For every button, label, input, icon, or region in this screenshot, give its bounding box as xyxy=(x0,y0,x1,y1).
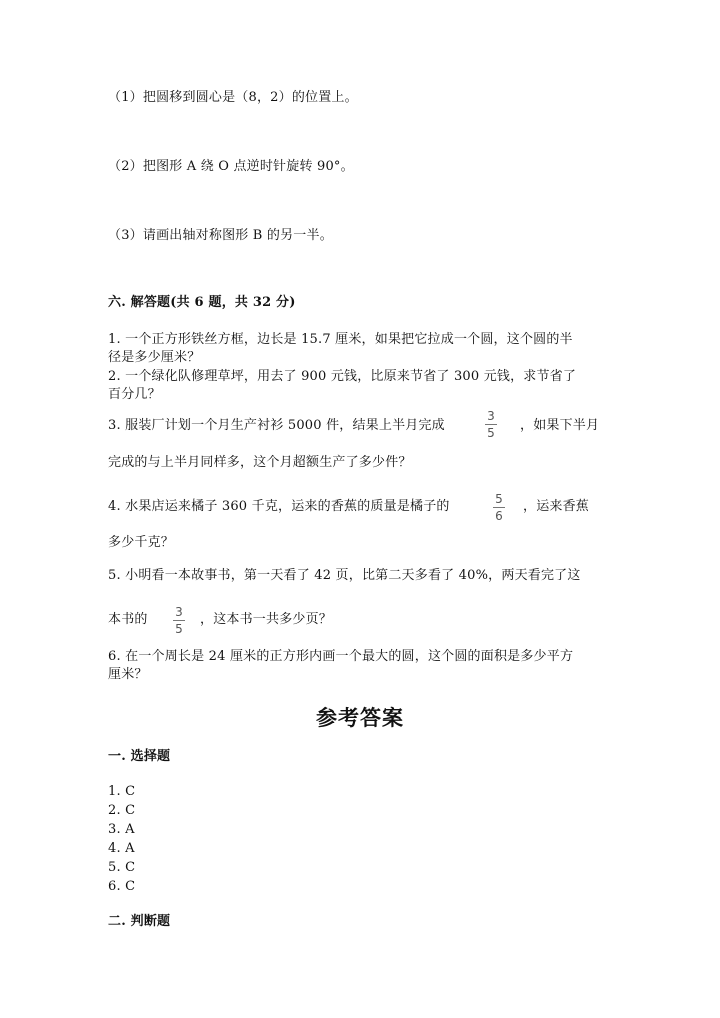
answer-item: 4. A xyxy=(108,841,135,856)
problem-4-line-1-end: ，运来香蕉 xyxy=(523,499,590,514)
problem-3-line-1-end: ，如果下半月 xyxy=(520,418,600,433)
problem-5-line-2-start: 本书的 xyxy=(108,612,148,627)
answer-item: 1. C xyxy=(108,784,136,799)
problem-5-line-1: 5. 小明看一本故事书，第一天看了 42 页，比第二天多看了 40%，两天看完了这 xyxy=(108,568,581,583)
problem-5-fraction xyxy=(172,606,186,635)
answer-item: 6. C xyxy=(108,879,136,894)
problem-2-line-2: 百分几？ xyxy=(108,387,161,402)
problem-2-line-1: 2. 一个绿化队修理草坪，用去了 900 元钱，比原来节省了 300 元钱，求节省了 xyxy=(108,369,577,384)
question-1: （1）把圆移到圆心是（8，2）的位置上。 xyxy=(108,90,358,105)
problem-3-line-2: 完成的与上半月同样多，这个月超额生产了多少件？ xyxy=(108,455,412,470)
problem-1-line-2: 径是多少厘米？ xyxy=(108,350,201,365)
problem-6-line-1: 6. 在一个周长是 24 厘米的正方形内画一个最大的圆，这个圆的面积是多少平方 xyxy=(108,649,574,664)
fraction-numerator: 3 xyxy=(487,409,495,423)
problem-3-fraction xyxy=(484,410,498,439)
answer-item: 2. C xyxy=(108,803,136,818)
problem-3-line-1-start: 3. 服装厂计划一个月生产衬衫 5000 件，结果上半月完成 xyxy=(108,418,445,433)
question-2: （2）把图形 A 绕 O 点逆时针旋转 90°。 xyxy=(108,159,354,174)
problem-4-fraction xyxy=(492,493,506,522)
answers-section-1-title: 一. 选择题 xyxy=(108,749,171,764)
fraction-numerator: 3 xyxy=(175,605,183,619)
fraction-bar xyxy=(485,424,497,425)
fraction-bar xyxy=(173,620,185,621)
problem-6-line-2: 厘米？ xyxy=(108,667,148,682)
fraction-denominator: 6 xyxy=(495,509,503,523)
question-3: （3）请画出轴对称图形 B 的另一半。 xyxy=(108,228,333,243)
problem-4-line-1-start: 4. 水果店运来橘子 360 千克，运来的香蕉的质量是橘子的 xyxy=(108,499,450,514)
section-6-title: 六. 解答题(共 6 题，共 32 分) xyxy=(108,295,296,310)
answers-title: 参考答案 xyxy=(316,705,404,730)
problem-5-line-2-end: ，这本书一共多少页？ xyxy=(200,612,333,627)
problem-4-line-2: 多少千克？ xyxy=(108,535,175,550)
fraction-denominator: 5 xyxy=(487,426,495,440)
fraction-bar xyxy=(493,507,505,508)
fraction-numerator: 5 xyxy=(495,492,503,506)
fraction-denominator: 5 xyxy=(175,622,183,636)
answer-item: 3. A xyxy=(108,822,135,837)
answers-section-2-title: 二. 判断题 xyxy=(108,914,171,929)
problem-1-line-1: 1. 一个正方形铁丝方框，边长是 15.7 厘米，如果把它拉成一个圆，这个圆的半 xyxy=(108,332,573,347)
answer-item: 5. C xyxy=(108,860,136,875)
